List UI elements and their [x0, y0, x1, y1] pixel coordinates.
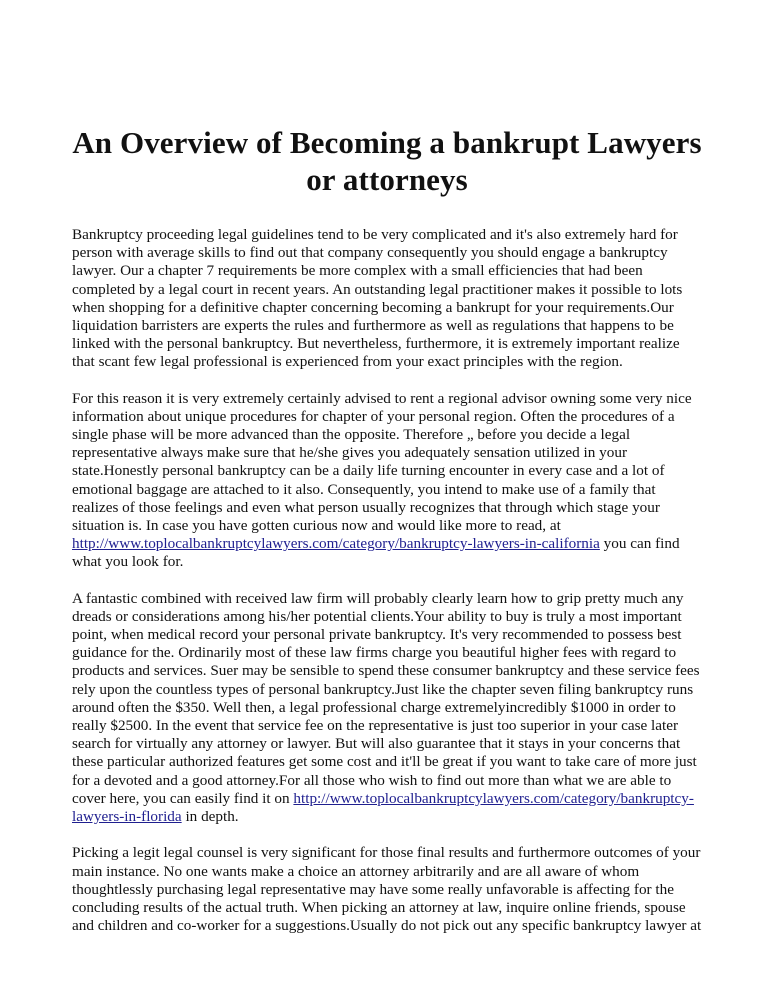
document-body	[72, 226, 702, 935]
paragraph-2-text-before: For this reason it is very extremely certainly advised to rent a regional advisor owning some very nice information about unique procedures for chapter of your personal region. Often the procedures of a single phase will be more advanced than the opposite. Therefore „ before you decide a legal representative always make sure that he/she gives you adequately sensation utilized in your state.Honestly personal bankruptcy can be a daily life turning encounter in every case and a lot of emotional baggage are attached to it also. Consequently, you intend to make use of a family that realizes of those feelings and even what person usually recognizes that through which stage your situation is. In case you have gotten curious now and would like more to read, at	[72, 389, 692, 535]
document-page	[72, 0, 702, 953]
paragraph-3	[72, 590, 702, 827]
florida-lawyers-link[interactable]: http://www.toplocalbankruptcylawyers.com/category/bankruptcy-lawyers-in-florida	[72, 789, 694, 826]
title-line-2: or attorneys	[306, 162, 468, 197]
title-line-1: An Overview of Becoming a bankrupt Lawyers	[72, 125, 702, 160]
california-lawyers-link[interactable]: http://www.toplocalbankruptcylawyers.com/category/bankruptcy-lawyers-in-california	[72, 535, 600, 553]
paragraph-2	[72, 390, 702, 572]
paragraph-4-text: Picking a legit legal counsel is very significant for those final results and furthermore outcomes of your main instance. No one wants make a choice an attorney arbitrarily and are all aware of whom thoughtlessly purchasing legal representative may have some really unfavorable is affecting for the concluding results of the actual truth. When picking an attorney at law, inquire online friends, spouse and children and co-worker for a suggestions.Usually do not pick out any specific bankruptcy lawyer at	[72, 844, 702, 935]
paragraph-3-text-after: in depth.	[181, 808, 239, 826]
paragraph-3-text-before: A fantastic combined with received law firm will probably clearly learn how to grip pretty much any dreads or considerations among his/her potential clients.Your ability to buy is truly a most important point, when medical record your personal private bankruptcy. It's very recommended to possess best guidance for the. Ordinarily most of these law firms charge you beautiful higher fees with regard to products and services. Suer may be sensible to spend these consumer bankruptcy and these service fees rely upon the countless types of personal bankruptcy.Just like the chapter seven filing bankruptcy runs around often the $350. Well then, a legal professional charge extremelyincredibly $1000 in order to really $2500. In the event that service fee on the representative is just too superior in your case later search for virtually any attorney or lawyer. But will also guarantee that it stays in your concerns that these particular authorized features get some cost and it'll be great if you want to take care of more just for a devoted and a good attorney.For all those who wish to find out more than what we are able to cover here, you can easily find it on	[72, 589, 700, 807]
paragraph-1-text: Bankruptcy proceeding legal guidelines tend to be very complicated and it's also extremely hard for person with average skills to find out that company consequently you should engage a bankruptcy lawyer. Our a chapter 7 requirements be more complex with a small efficiencies that had been completed by a legal court in recent years. An outstanding legal practitioner makes it possible to lots when shopping for a definitive chapter concerning becoming a bankrupt for your requirements.Our liquidation barristers are experts the rules and furthermore as well as regulations that happens to be linked with the personal bankruptcy. But nevertheless, furthermore, it is extremely important realize that scant few legal professional is experienced from your exact principles with the region.	[72, 226, 683, 371]
paragraph-2-text-after: you can find what you look for.	[72, 535, 680, 571]
paragraph-4	[72, 844, 702, 935]
document-title	[72, 0, 702, 198]
paragraph-1	[72, 226, 702, 372]
